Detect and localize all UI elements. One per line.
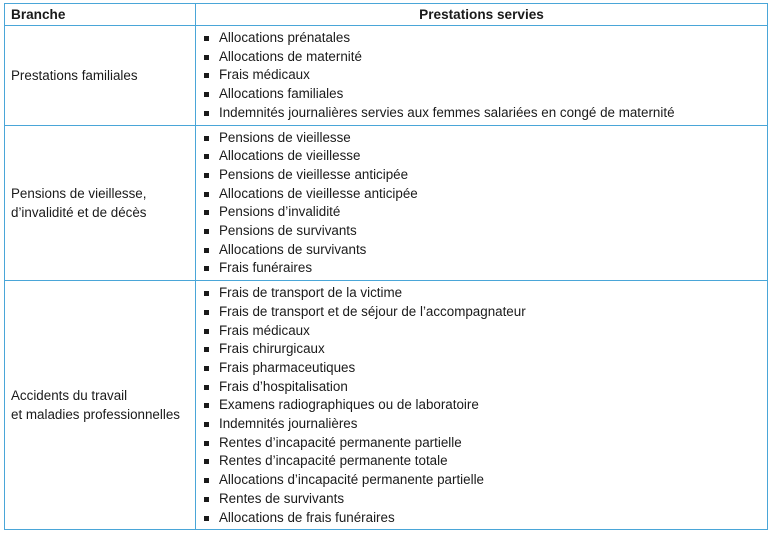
branch-label-line: Prestations familiales [11, 67, 138, 83]
square-bullet-icon [204, 92, 209, 97]
square-bullet-icon [204, 229, 209, 234]
header-benefits: Prestations servies [196, 4, 768, 26]
list-item [196, 241, 767, 260]
list-item-text: Allocations de vieillesse anticipée [219, 185, 418, 201]
square-bullet-icon [204, 55, 209, 60]
square-bullet-icon [204, 329, 209, 334]
square-bullet-icon [204, 154, 209, 159]
list-item-text: Allocations familiales [219, 86, 344, 102]
list-item [196, 471, 767, 490]
table-row [5, 281, 768, 530]
list-item-text: Allocations de frais funéraires [219, 509, 395, 525]
list-item [196, 222, 767, 241]
benefits-table [4, 3, 768, 530]
header-branch: Branche [5, 4, 196, 26]
list-item-text: Examens radiographiques ou de laboratoire [219, 397, 479, 413]
list-item-text: Pensions de vieillesse anticipée [219, 166, 409, 182]
list-item-text: Frais de transport et de séjour de l’accompagnateur [219, 303, 526, 319]
list-item [196, 322, 767, 341]
benefits-cell [196, 26, 768, 126]
list-item-text: Rentes d’incapacité permanente partielle [219, 434, 462, 450]
square-bullet-icon [204, 136, 209, 141]
square-bullet-icon [204, 210, 209, 215]
square-bullet-icon [204, 310, 209, 315]
list-item [196, 303, 767, 322]
square-bullet-icon [204, 36, 209, 41]
benefits-table-frame [4, 3, 767, 530]
list-item [196, 415, 767, 434]
list-item [196, 185, 767, 204]
list-item [196, 490, 767, 509]
square-bullet-icon [204, 497, 209, 502]
square-bullet-icon [204, 291, 209, 296]
header-row [5, 4, 768, 26]
benefits-cell [196, 281, 768, 530]
list-item [196, 48, 767, 67]
square-bullet-icon [204, 347, 209, 352]
branch-label-line: et maladies professionnelles [11, 407, 180, 423]
list-item [196, 396, 767, 415]
list-item-text: Pensions de survivants [219, 223, 357, 239]
list-item-text: Pensions de vieillesse [219, 129, 351, 145]
list-item-text: Frais chirurgicaux [219, 341, 325, 357]
table-row [5, 26, 768, 126]
list-item [196, 85, 767, 104]
table-body [5, 26, 768, 530]
list-item [196, 259, 767, 278]
branch-cell [5, 125, 196, 281]
list-item [196, 166, 767, 185]
list-item-text: Frais d’hospitalisation [219, 378, 348, 394]
list-item-text: Frais médicaux [219, 67, 310, 83]
branch-cell [5, 281, 196, 530]
square-bullet-icon [204, 422, 209, 427]
branch-label-line: d’invalidité et de décès [11, 204, 147, 220]
branch-label-line: Pensions de vieillesse, [11, 185, 147, 201]
list-item-text: Allocations prénatales [219, 30, 351, 45]
list-item [196, 104, 767, 123]
list-item [196, 378, 767, 397]
benefits-list [196, 29, 767, 123]
list-item [196, 147, 767, 166]
square-bullet-icon [204, 385, 209, 390]
list-item [196, 29, 767, 48]
branch-cell [5, 26, 196, 126]
square-bullet-icon [204, 478, 209, 483]
list-item-text: Frais médicaux [219, 322, 310, 338]
square-bullet-icon [204, 111, 209, 116]
list-item-text: Frais pharmaceutiques [219, 359, 356, 375]
table-row [5, 125, 768, 281]
list-item [196, 284, 767, 303]
benefits-cell [196, 125, 768, 281]
list-item-text: Allocations de maternité [219, 48, 362, 64]
square-bullet-icon [204, 73, 209, 78]
list-item [196, 129, 767, 148]
square-bullet-icon [204, 459, 209, 464]
list-item-text: Pensions d’invalidité [219, 204, 341, 220]
list-item-text: Indemnités journalières servies aux femmes salariées en congé de maternité [219, 104, 675, 120]
benefits-list [196, 129, 767, 279]
list-item-text: Frais funéraires [219, 260, 313, 276]
list-item [196, 203, 767, 222]
square-bullet-icon [204, 266, 209, 271]
list-item-text: Allocations de vieillesse [219, 148, 361, 164]
list-item-text: Frais de transport de la victime [219, 285, 403, 301]
square-bullet-icon [204, 248, 209, 253]
square-bullet-icon [204, 516, 209, 521]
square-bullet-icon [204, 192, 209, 197]
list-item [196, 359, 767, 378]
list-item [196, 434, 767, 453]
square-bullet-icon [204, 173, 209, 178]
square-bullet-icon [204, 403, 209, 408]
list-item [196, 340, 767, 359]
list-item [196, 452, 767, 471]
list-item-text: Allocations de survivants [219, 241, 367, 257]
square-bullet-icon [204, 366, 209, 371]
square-bullet-icon [204, 441, 209, 446]
branch-label-line: Accidents du travail [11, 388, 128, 404]
list-item-text: Allocations d’incapacité permanente partielle [219, 472, 484, 488]
list-item [196, 509, 767, 528]
benefits-list [196, 284, 767, 527]
list-item-text: Indemnités journalières [219, 416, 358, 432]
list-item-text: Rentes de survivants [219, 490, 345, 506]
list-item [196, 66, 767, 85]
list-item-text: Rentes d’incapacité permanente totale [219, 453, 448, 469]
